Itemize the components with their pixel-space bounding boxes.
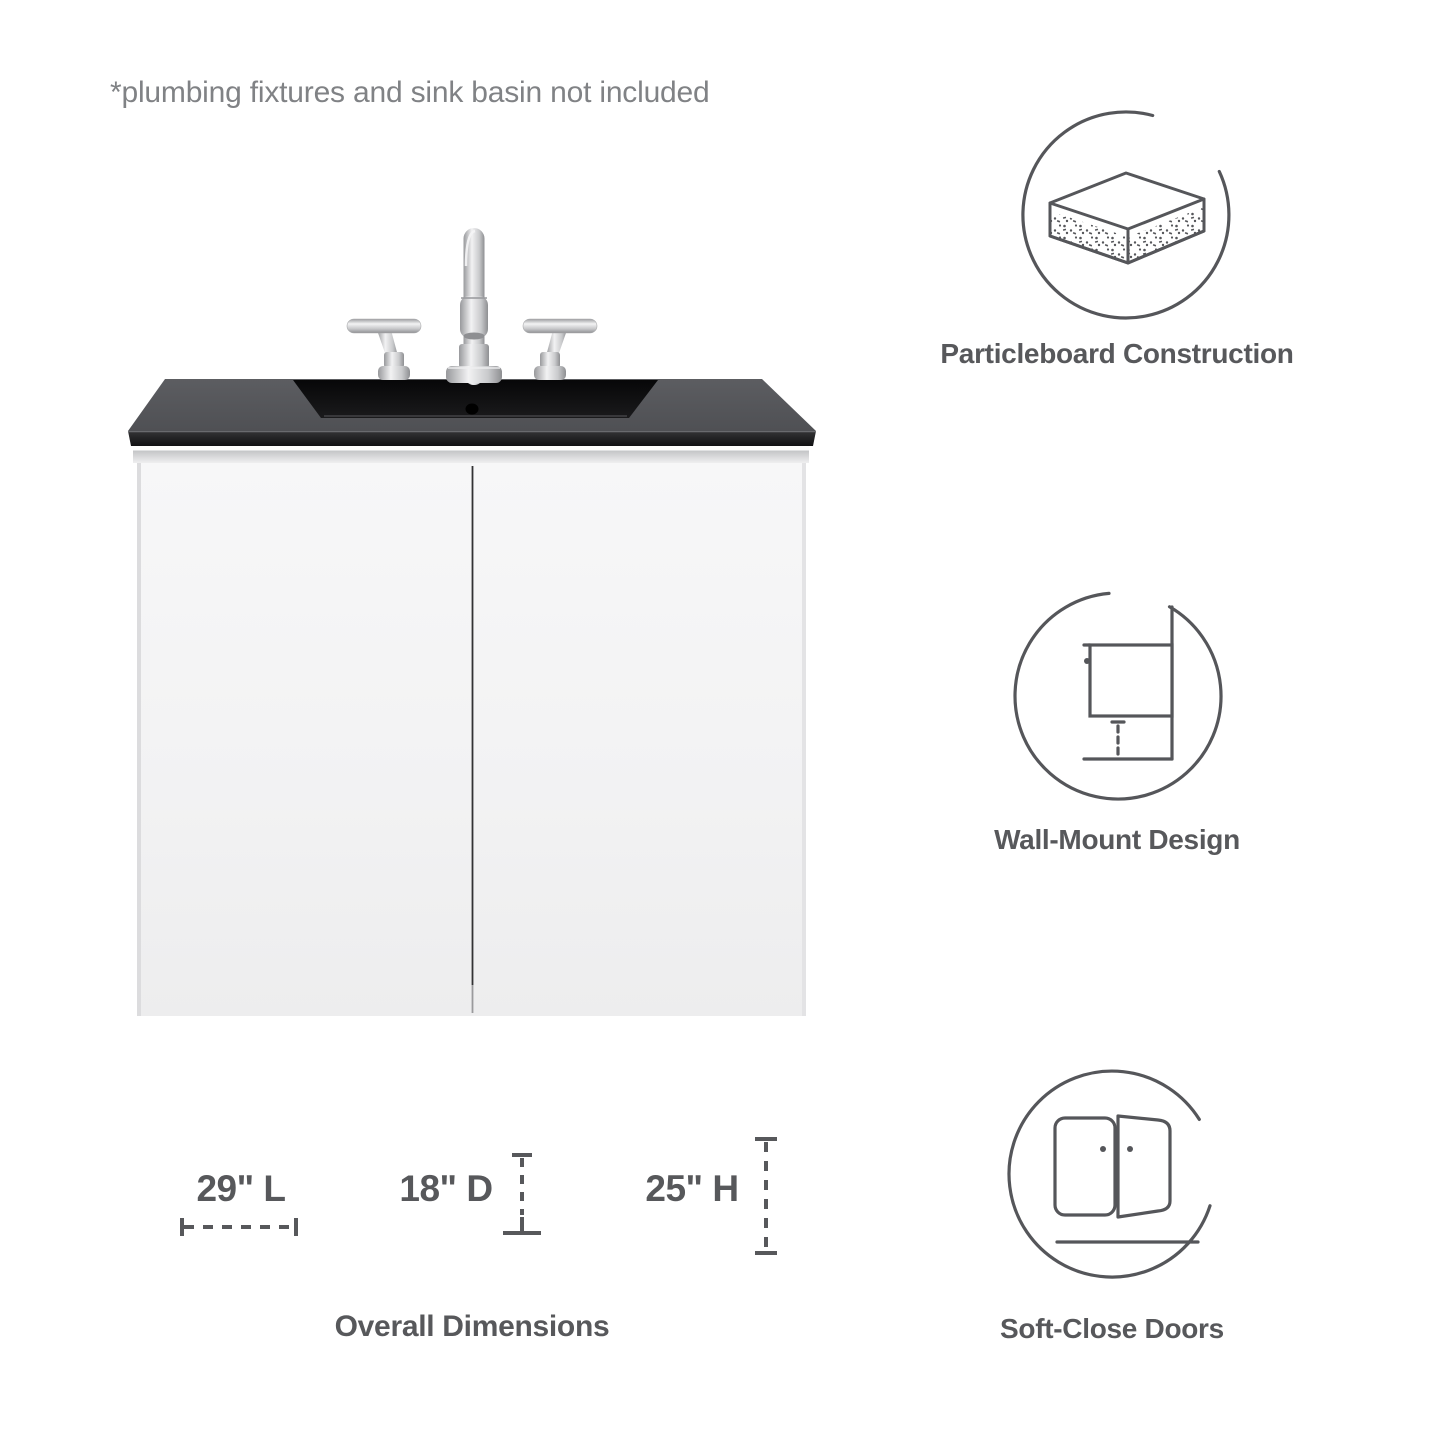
dimension-length-label: 29" L [196,1168,286,1209]
overall-dimensions-caption: Overall Dimensions [334,1310,610,1343]
sink-basin [293,380,658,418]
faucet-handle-left [347,319,421,380]
length-dimension-line [178,1216,300,1238]
dimension-depth-label: 18" D [399,1168,493,1209]
feature-label-wall-mount: Wall-Mount Design [994,824,1240,855]
cabinet [133,446,809,1016]
faucet [347,228,597,385]
feature-label-particleboard: Particleboard Construction [940,338,1294,369]
particleboard-icon [1014,103,1238,327]
height-dimension-line [751,1137,781,1257]
faucet-handle-right [523,319,597,380]
disclaimer-note: *plumbing fixtures and sink basin not included [110,76,710,109]
feature-label-soft-close: Soft-Close Doors [1000,1313,1224,1344]
soft-close-doors-icon [1000,1062,1224,1286]
overflow-hole [466,404,479,415]
faucet-spout [446,228,502,385]
wall-mount-icon [1006,584,1230,808]
depth-dimension-line [501,1153,543,1239]
vanity-product-image [100,190,910,1030]
dimension-height-label: 25" H [645,1168,739,1209]
